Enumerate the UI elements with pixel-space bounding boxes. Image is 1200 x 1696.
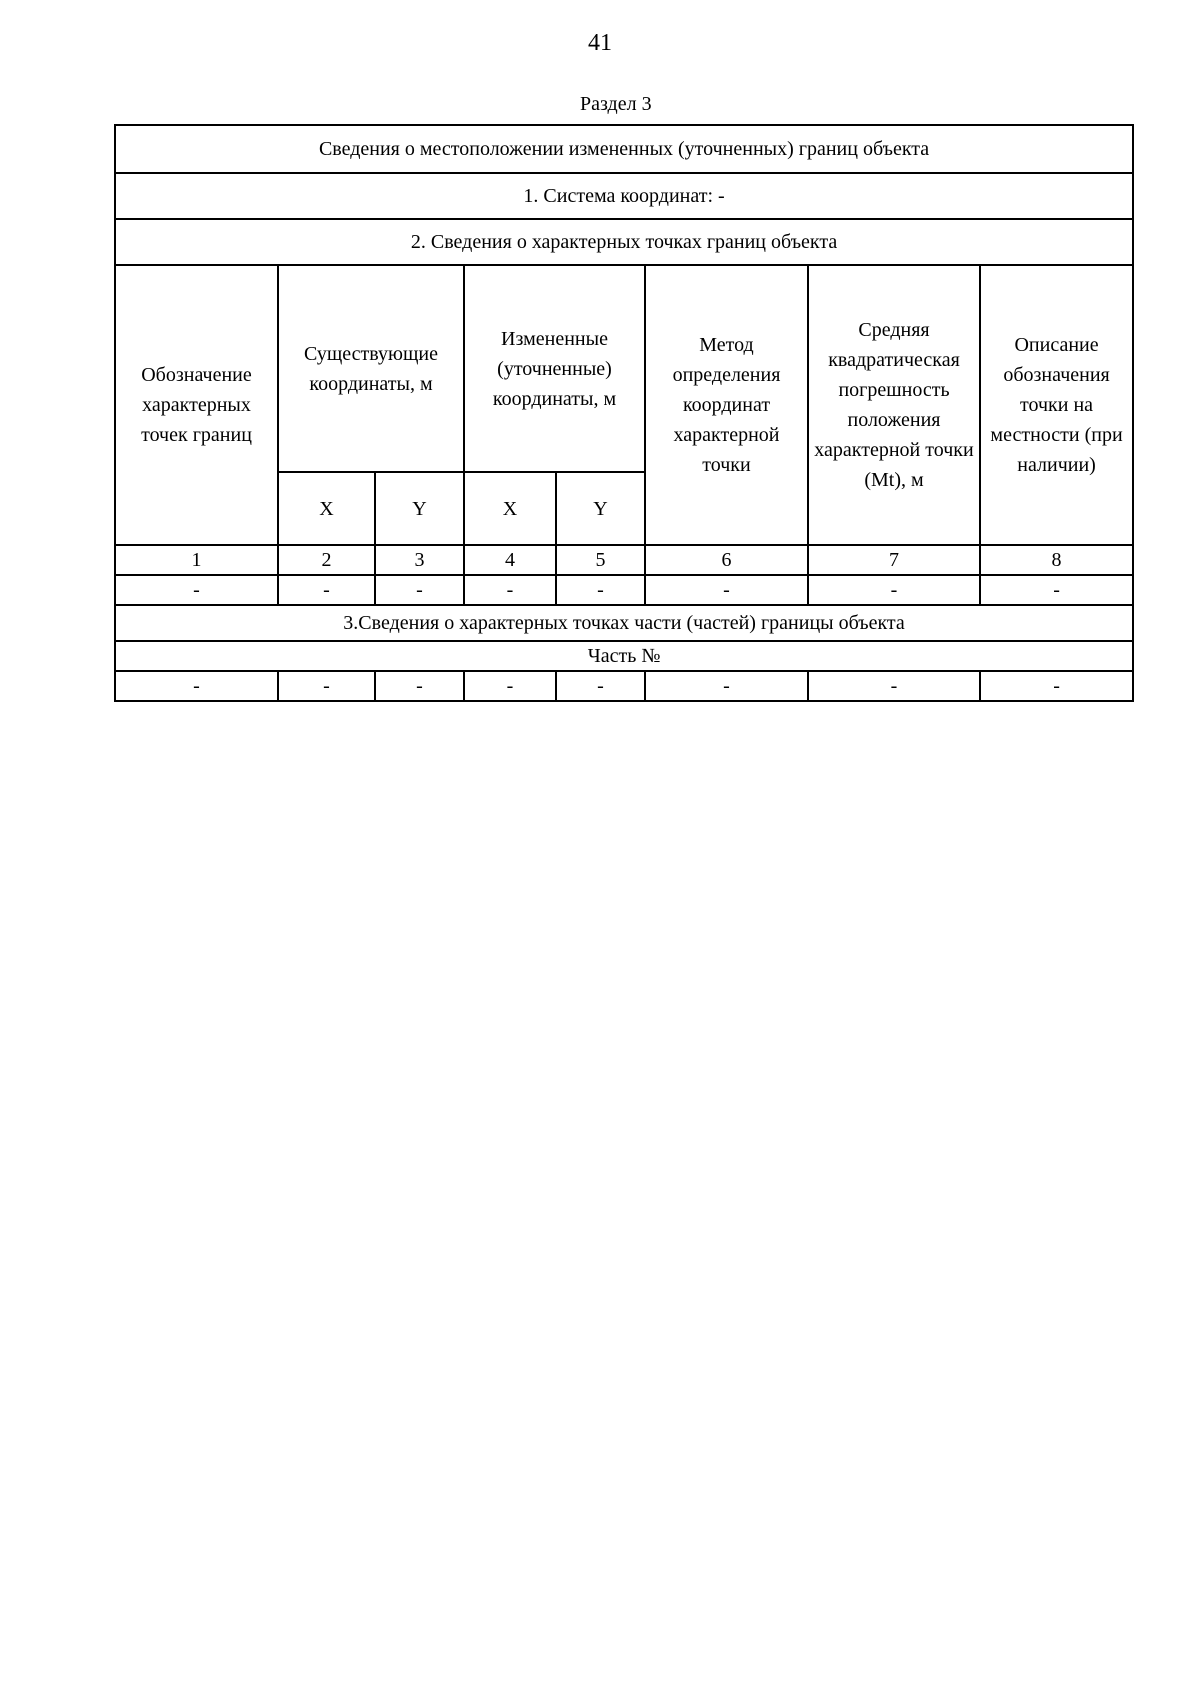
column-number: 3 xyxy=(375,545,464,575)
column-number: 5 xyxy=(556,545,645,575)
table-title: Сведения о местоположении измененных (уточненных) границ объекта xyxy=(115,125,1133,173)
subheader-existing-x: X xyxy=(278,472,375,545)
table-cell: - xyxy=(278,671,375,701)
column-number: 1 xyxy=(115,545,278,575)
header-changed-coordinates: Измененные (уточненные) координаты, м xyxy=(464,265,645,472)
table-cell: - xyxy=(556,575,645,605)
column-number: 6 xyxy=(645,545,808,575)
coordinate-system: 1. Система координат: - xyxy=(115,173,1133,219)
header-method: Метод определения координат характерной точки xyxy=(645,265,808,545)
table-cell: - xyxy=(645,575,808,605)
column-number: 4 xyxy=(464,545,556,575)
table-cell: - xyxy=(464,671,556,701)
table-cell: - xyxy=(375,575,464,605)
table-cell: - xyxy=(278,575,375,605)
table-cell: - xyxy=(556,671,645,701)
header-point-designation: Обозначение характерных точек границ xyxy=(115,265,278,545)
table-cell: - xyxy=(645,671,808,701)
subheader-changed-x: X xyxy=(464,472,556,545)
table-cell: - xyxy=(375,671,464,701)
column-number-row xyxy=(115,545,1133,575)
table-cell: - xyxy=(115,671,278,701)
table-row xyxy=(115,671,1133,701)
column-number: 8 xyxy=(980,545,1133,575)
subheader-existing-y: Y xyxy=(375,472,464,545)
points-heading: 2. Сведения о характерных точках границ объекта xyxy=(115,219,1133,265)
table-cell: - xyxy=(980,671,1133,701)
table-row xyxy=(115,575,1133,605)
parts-heading: 3.Сведения о характерных точках части (частей) границы объекта xyxy=(115,605,1133,641)
column-number: 7 xyxy=(808,545,980,575)
boundary-table xyxy=(114,124,1134,702)
page-number: 41 xyxy=(588,30,612,56)
table-cell: - xyxy=(980,575,1133,605)
header-existing-coordinates: Существующие координаты, м xyxy=(278,265,464,472)
part-label: Часть № xyxy=(115,641,1133,671)
table-cell: - xyxy=(808,671,980,701)
column-number: 2 xyxy=(278,545,375,575)
table-cell: - xyxy=(464,575,556,605)
subheader-changed-y: Y xyxy=(556,472,645,545)
table-cell: - xyxy=(808,575,980,605)
header-mean-error: Средняя квадратическая погрешность положения характерной точки (Mt), м xyxy=(808,265,980,545)
table-cell: - xyxy=(115,575,278,605)
header-description: Описание обозначения точки на местности (при наличии) xyxy=(980,265,1133,545)
section-label: Раздел 3 xyxy=(580,93,652,115)
